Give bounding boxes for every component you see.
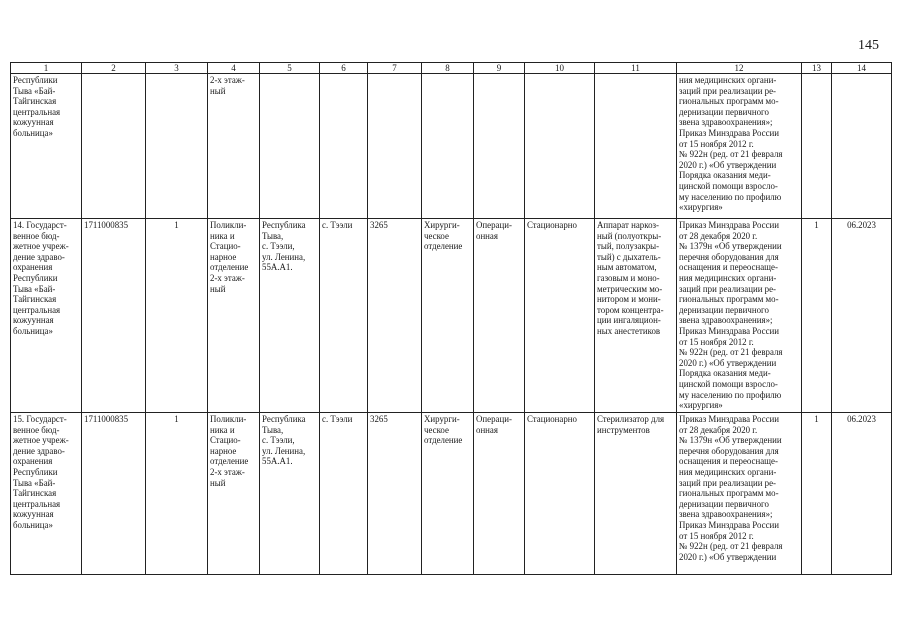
table-row [11, 74, 892, 219]
population-cell [368, 74, 422, 219]
table-row [11, 219, 892, 413]
column-number: 8 [422, 63, 474, 74]
count-cell [146, 74, 208, 219]
department-cell: Хирурги- ческое отделение [422, 219, 474, 413]
institution-cell: 15. Государст- венное бюд- жетное учреж- дение здраво- охранения Республики Тыва «Бай- Тайгинская центральная кожуунная больница» [11, 413, 82, 575]
column-number: 3 [146, 63, 208, 74]
equipment-cell [595, 74, 677, 219]
quantity-cell: 1 [802, 413, 832, 575]
settlement-cell: с. Тээли [320, 413, 368, 575]
building-cell: 2-х этаж- ный [208, 74, 260, 219]
date-cell: 06.2023 [832, 413, 892, 575]
column-number: 12 [677, 63, 802, 74]
page-number: 145 [858, 38, 879, 53]
column-number: 2 [82, 63, 146, 74]
care-type-cell: Стационарно [525, 219, 595, 413]
institution-cell: 14. Государст- венное бюд- жетное учреж- дение здраво- охранения Республики Тыва «Бай- Тайгинская центральная кожуунная больница» [11, 219, 82, 413]
department-cell [422, 74, 474, 219]
column-number-row [11, 63, 892, 74]
room-cell [474, 74, 525, 219]
address-cell: Республика Тыва, с. Тээли, ул. Ленина, 55А.А1. [260, 219, 320, 413]
equipment-table [10, 62, 892, 575]
settlement-cell: с. Тээли [320, 219, 368, 413]
care-type-cell: Стационарно [525, 413, 595, 575]
room-cell: Операци- онная [474, 413, 525, 575]
quantity-cell: 1 [802, 219, 832, 413]
quantity-cell [802, 74, 832, 219]
legal-basis-cell: Приказ Минздрава России от 28 декабря 2020 г. № 1379н «Об утверждении перечня оборудования для оснащения и переоснаще- ния медицинских органи- заций при реализации ре- гиональных программ мо- дернизации первичного звена здравоохранения»; Приказ Минздрава России от 15 ноября 2012 г. № 922н (ред. от 21 февраля 2020 г.) «Об утверждении Порядка оказания меди- цинской помощи взросло- му населению по профилю «хирургия» [677, 219, 802, 413]
inn-cell: 1711000835 [82, 413, 146, 575]
count-cell: 1 [146, 219, 208, 413]
equipment-cell: Стерилизатор для инструментов [595, 413, 677, 575]
department-cell: Хирурги- ческое отделение [422, 413, 474, 575]
population-cell: 3265 [368, 219, 422, 413]
address-cell [260, 74, 320, 219]
address-cell: Республика Тыва, с. Тээли, ул. Ленина, 55А.А1. [260, 413, 320, 575]
inn-cell: 1711000835 [82, 219, 146, 413]
column-number: 11 [595, 63, 677, 74]
table-row [11, 413, 892, 575]
population-cell: 3265 [368, 413, 422, 575]
column-number: 14 [832, 63, 892, 74]
building-cell: Поликли- ника и Стацио- нарное отделение 2-х этаж- ный [208, 413, 260, 575]
column-number: 4 [208, 63, 260, 74]
inn-cell [82, 74, 146, 219]
equipment-cell: Аппарат наркоз- ный (полуоткры- тый, полузакры- тый) с дыхатель- ным автоматом, газовым и моно- метрическим мо- нитором и мони- тором концентра- ции ингаляцион- ных анестетиков [595, 219, 677, 413]
date-cell [832, 74, 892, 219]
column-number: 1 [11, 63, 82, 74]
column-number: 13 [802, 63, 832, 74]
count-cell: 1 [146, 413, 208, 575]
column-number: 6 [320, 63, 368, 74]
date-cell: 06.2023 [832, 219, 892, 413]
room-cell: Операци- онная [474, 219, 525, 413]
column-number: 7 [368, 63, 422, 74]
legal-basis-cell: ния медицинских органи- заций при реализации ре- гиональных программ мо- дернизации первичного звена здравоохранения»; Приказ Минздрава России от 15 ноября 2012 г. № 922н (ред. от 21 февраля 2020 г.) «Об утверждении Порядка оказания меди- цинской помощи взросло- му населению по профилю «хирургия» [677, 74, 802, 219]
column-number: 5 [260, 63, 320, 74]
institution-cell: Республики Тыва «Бай- Тайгинская центральная кожуунная больница» [11, 74, 82, 219]
building-cell: Поликли- ника и Стацио- нарное отделение 2-х этаж- ный [208, 219, 260, 413]
column-number: 10 [525, 63, 595, 74]
settlement-cell [320, 74, 368, 219]
care-type-cell [525, 74, 595, 219]
legal-basis-cell: Приказ Минздрава России от 28 декабря 2020 г. № 1379н «Об утверждении перечня оборудования для оснащения и переоснаще- ния медицинских органи- заций при реализации ре- гиональных программ мо- дернизации первичного звена здравоохранения»; Приказ Минздрава России от 15 ноября 2012 г. № 922н (ред. от 21 февраля 2020 г.) «Об утверждении [677, 413, 802, 575]
column-number: 9 [474, 63, 525, 74]
